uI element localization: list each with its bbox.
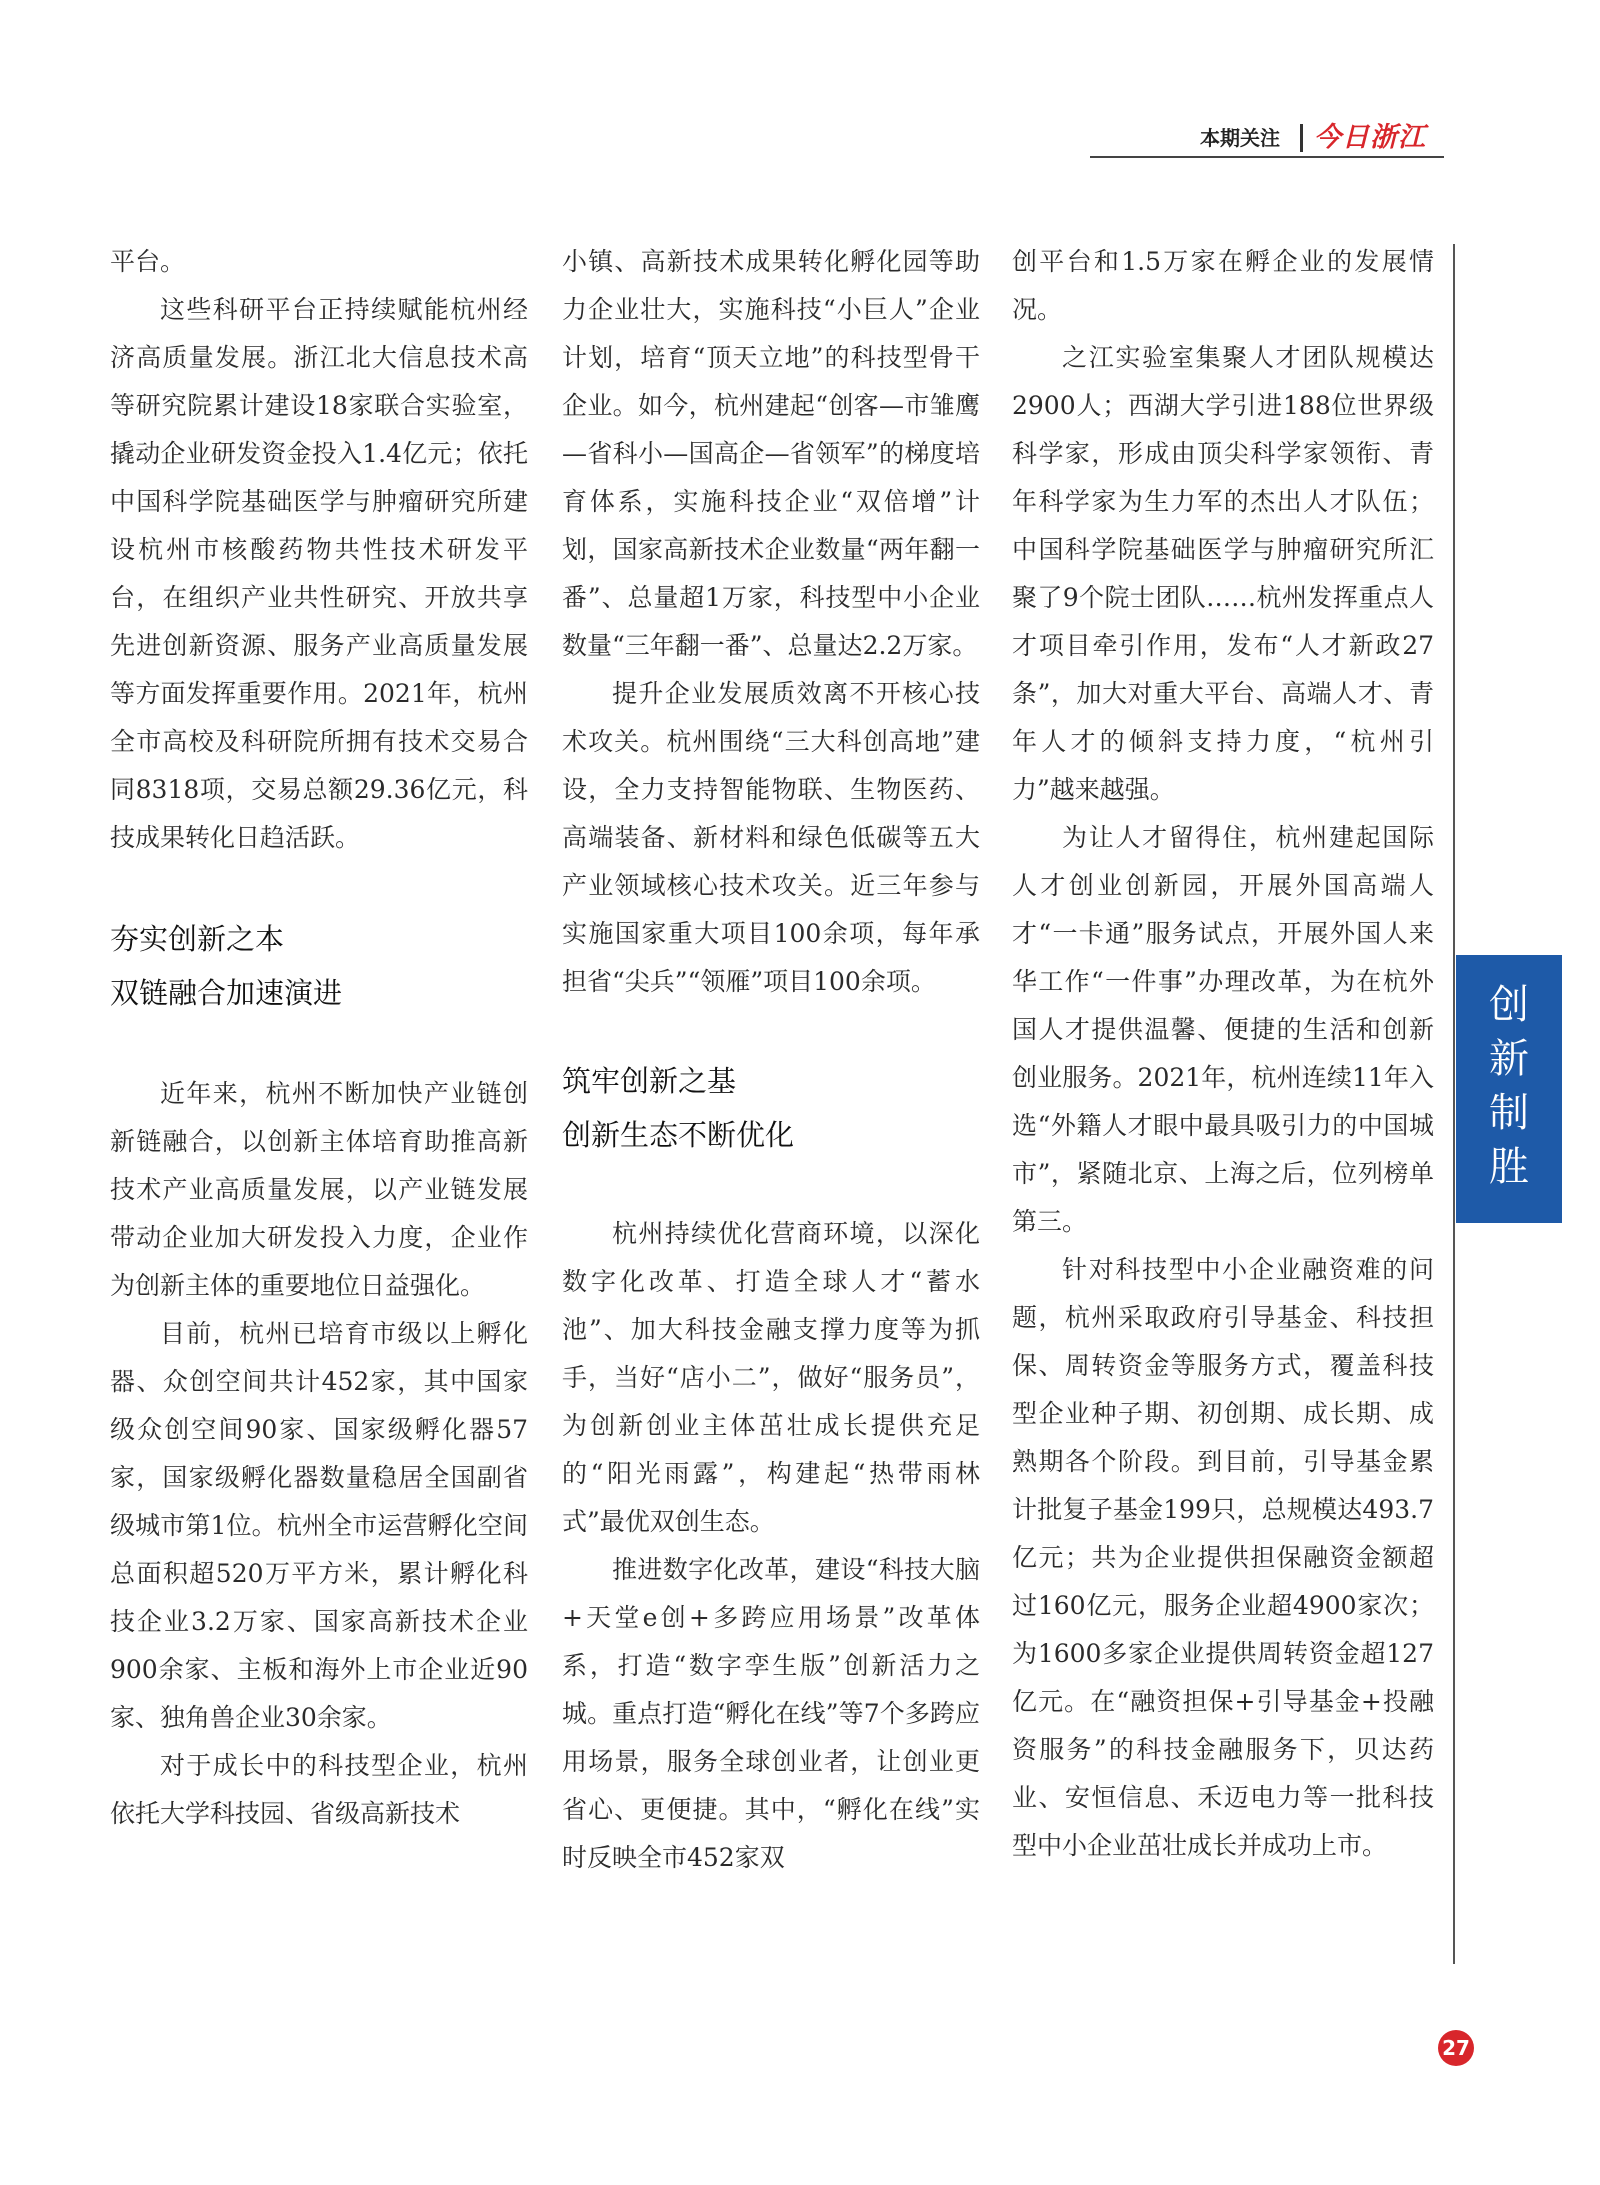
paragraph: 平台。: [110, 247, 186, 276]
article-column-3: [1012, 238, 1434, 1870]
paragraph: 推进数字化改革，建设“科技大脑+天堂e创+多跨应用场景”改革体系，打造“数字孪生版”创新活力之城。重点打造“孵化在线”等7个多跨应用场景，服务全球创业者，让创业更省心、更便捷。其中，“孵化在线”实时反映全市452家双: [562, 1555, 980, 1872]
article-column-2: [562, 238, 980, 1882]
side-tab-char: 胜: [1489, 1144, 1529, 1190]
magazine-logo: 今日浙江: [1314, 122, 1426, 153]
section-label: 本期关注: [1200, 126, 1280, 150]
article-column-1: [110, 238, 528, 1838]
side-tab-char: 制: [1489, 1090, 1529, 1136]
column-divider-line: [1453, 244, 1455, 1964]
section-heading: [110, 912, 528, 1020]
paragraph: 目前，杭州已培育市级以上孵化器、众创空间共计452家，其中国家级众创空间90家、国家级孵化器57家，国家级孵化器数量稳居全国副省级城市第1位。杭州全市运营孵化空间总面积超520万平方米，累计孵化科技企业3.2万家、国家高新技术企业900余家、主板和海外上市企业近90家、独角兽企业30余家。: [110, 1319, 528, 1732]
heading-line: 创新生态不断优化: [562, 1118, 795, 1152]
header-separator: [1300, 124, 1303, 152]
page-number-badge: 27: [1438, 2030, 1474, 2066]
page-header: [1090, 120, 1444, 158]
section-heading: [562, 1054, 980, 1162]
side-tab-char: 新: [1489, 1036, 1529, 1082]
side-tab-char: 创: [1489, 982, 1529, 1028]
heading-line: 筑牢创新之基: [562, 1064, 737, 1098]
paragraph: 创平台和1.5万家在孵企业的发展情况。: [1012, 247, 1434, 324]
paragraph: 针对科技型中小企业融资难的问题，杭州采取政府引导基金、科技担保、周转资金等服务方式，覆盖科技型企业种子期、初创期、成长期、成熟期各个阶段。到目前，引导基金累计批复子基金199只，总规模达493.7亿元；共为企业提供担保融资金额超过160亿元，服务企业超4900家次；为1600多家企业提供周转资金超127亿元。在“融资担保+引导基金+投融资服务”的科技金融服务下，贝达药业、安恒信息、禾迈电力等一批科技型中小企业茁壮成长并成功上市。: [1012, 1255, 1434, 1860]
heading-line: 双链融合加速演进: [110, 976, 343, 1010]
paragraph: 之江实验室集聚人才团队规模达2900人；西湖大学引进188位世界级科学家，形成由顶尖科学家领衔、青年科学家为生力军的杰出人才队伍；中国科学院基础医学与肿瘤研究所汇聚了9个院士团队……杭州发挥重点人才项目牵引作用，发布“人才新政27条”，加大对重大平台、高端人才、青年人才的倾斜支持力度，“杭州引力”越来越强。: [1012, 343, 1434, 804]
paragraph: 对于成长中的科技型企业，杭州依托大学科技园、省级高新技术: [110, 1751, 528, 1828]
paragraph: 杭州持续优化营商环境，以深化数字化改革、打造全球人才“蓄水池”、加大科技金融支撑力度等为抓手，当好“店小二”，做好“服务员”，为创新创业主体茁壮成长提供充足的“阳光雨露”，构建起“热带雨林式”最优双创生态。: [562, 1219, 980, 1536]
paragraph: 提升企业发展质效离不开核心技术攻关。杭州围绕“三大科创高地”建设，全力支持智能物联、生物医药、高端装备、新材料和绿色低碳等五大产业领域核心技术攻关。近三年参与实施国家重大项目100余项，每年承担省“尖兵”“领雁”项目100余项。: [562, 679, 980, 996]
section-side-tab: [1456, 955, 1562, 1223]
paragraph: 这些科研平台正持续赋能杭州经济高质量发展。浙江北大信息技术高等研究院累计建设18家联合实验室，撬动企业研发资金投入1.4亿元；依托中国科学院基础医学与肿瘤研究所建设杭州市核酸药物共性技术研发平台，在组织产业共性研究、开放共享先进创新资源、服务产业高质量发展等方面发挥重要作用。2021年，杭州全市高校及科研院所拥有技术交易合同8318项，交易总额29.36亿元，科技成果转化日趋活跃。: [110, 295, 528, 852]
heading-line: 夯实创新之本: [110, 922, 285, 956]
paragraph: 为让人才留得住，杭州建起国际人才创业创新园，开展外国高端人才“一卡通”服务试点，开展外国人来华工作“一件事”办理改革，为在杭外国人才提供温馨、便捷的生活和创新创业服务。2021年，杭州连续11年入选“外籍人才眼中最具吸引力的中国城市”，紧随北京、上海之后，位列榜单第三。: [1012, 823, 1434, 1236]
paragraph: 近年来，杭州不断加快产业链创新链融合，以创新主体培育助推高新技术产业高质量发展，以产业链发展带动企业加大研发投入力度，企业作为创新主体的重要地位日益强化。: [110, 1079, 528, 1300]
paragraph: 小镇、高新技术成果转化孵化园等助力企业壮大，实施科技“小巨人”企业计划，培育“顶天立地”的科技型骨干企业。如今，杭州建起“创客—市雏鹰—省科小—国高企—省领军”的梯度培育体系，实施科技企业“双倍增”计划，国家高新技术企业数量“两年翻一番”、总量超1万家，科技型中小企业数量“三年翻一番”、总量达2.2万家。: [562, 247, 980, 660]
